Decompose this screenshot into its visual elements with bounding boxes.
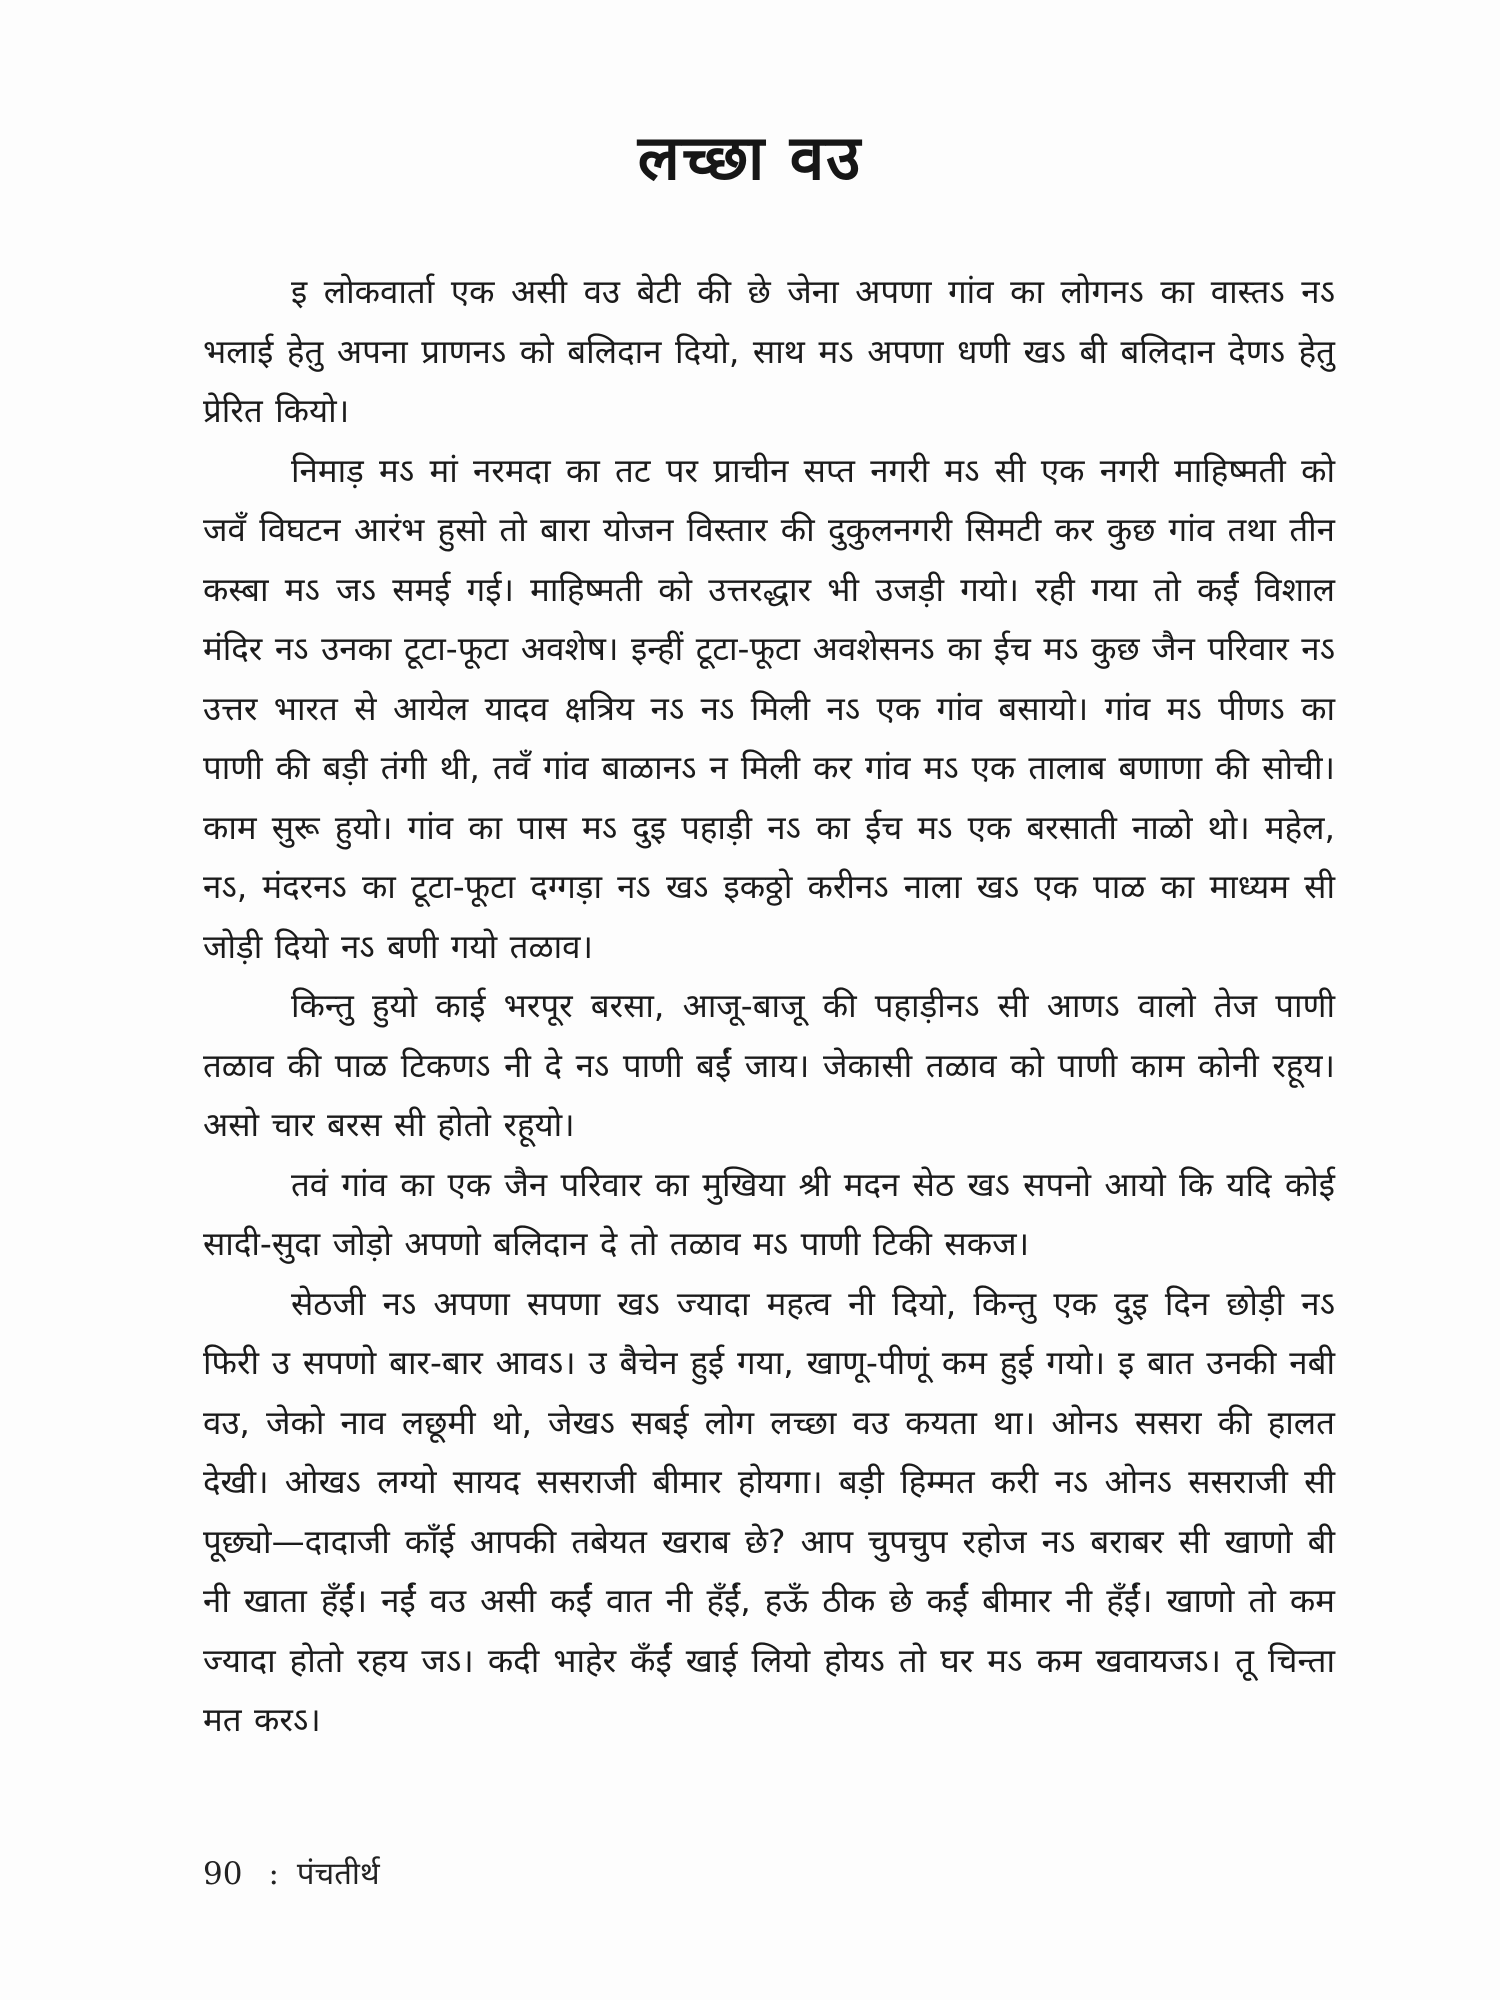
page-title: लच्छा वउ xyxy=(637,120,863,194)
page-footer xyxy=(203,1852,380,1894)
paragraph: इ लोकवार्ता एक असी वउ बेटी की छे जेना अपणा गांव का लोगनऽ का वास्तऽ नऽ भलाई हेतु अपना प्राणनऽ को बलिदान दियो, साथ मऽ अपणा धणी खऽ बी बलिदान देणऽ हेतु प्रेरित कियो। xyxy=(203,272,1335,430)
paragraph: किन्तु हुयो काई भरपूर बरसा, आजू-बाजू की पहाड़ीनऽ सी आणऽ वालो तेज पाणी तळाव की पाळ टिकणऽ नी दे नऽ पाणी बईं जाय। जेकासी तळाव को पाणी काम कोनी रहूय। असो चार बरस सी होतो रहूयो। xyxy=(203,986,1335,1144)
book-title: पंचतीर्थ xyxy=(296,1856,380,1892)
paragraph: सेठजी नऽ अपणा सपणा खऽ ज्यादा महत्व नी दियो, किन्तु एक दुइ दिन छोड़ी नऽ फिरी उ सपणो बार-बार आवऽ। उ बैचेन हुई गया, खाणू-पीणूं कम हुई गयो। इ बात उनकी नबी वउ, जेको नाव लछूमी थो, जेखऽ सबई लोग लच्छा वउ कयता था। ओनऽ ससरा की हालत देखी। ओखऽ लग्यो सायद ससराजी बीमार होयगा। बड़ी हिम्मत करी नऽ ओनऽ ससराजी सी पूछ्यो—दादाजी काँई आपकी तबेयत खराब छे? आप चुपचुप रहोज नऽ बराबर सी खाणो बी नी खाता हँईं। नईं वउ असी कईं वात नी हँईं, हऊँ ठीक छे कईं बीमार नी हँईं। खाणो तो कम ज्यादा होतो रहय जऽ। कदी भाहेर कँईं खाई लियो होयऽ तो घर मऽ कम खवायजऽ। तू चिन्ता मत करऽ। xyxy=(203,1283,1335,1739)
story-body xyxy=(203,262,1335,1750)
paragraph: तवं गांव का एक जैन परिवार का मुखिया श्री मदन सेठ खऽ सपनो आयो कि यदि कोई सादी-सुदा जोड़ो अपणो बलिदान दे तो तळाव मऽ पाणी टिकी सकज। xyxy=(203,1164,1335,1263)
footer-separator: : xyxy=(268,1856,279,1892)
page-number: 90 xyxy=(203,1856,243,1892)
paragraph: निमाड़ मऽ मां नरमदा का तट पर प्राचीन सप्त नगरी मऽ सी एक नगरी माहिष्मती को जवँ विघटन आरंभ हुसो तो बारा योजन विस्तार की दुकुलनगरी सिमटी कर कुछ गांव तथा तीन कस्बा मऽ जऽ समई गई। माहिष्मती को उत्तरद्धार भी उजड़ी गयो। रही गया तो कईं विशाल मंदिर नऽ उनका टूटा-फूटा अवशेष। इन्हीं टूटा-फूटा अवशेसनऽ का ईच मऽ कुछ जैन परिवार नऽ उत्तर भारत से आयेल यादव क्षत्रिय नऽ नऽ मिली नऽ एक गांव बसायो। गांव मऽ पीणऽ का पाणी की बड़ी तंगी थी, तवँ गांव बाळानऽ न मिली कर गांव मऽ एक तालाब बणाणा की सोची। काम सुरू हुयो। गांव का पास मऽ दुइ पहाड़ी नऽ का ईच मऽ एक बरसाती नाळो थो। महेल, नऽ, मंदरनऽ का टूटा-फूटा दग्गड़ा नऽ खऽ इकठ्ठो करीनऽ नाला खऽ एक पाळ का माध्यम सी जोड़ी दियो नऽ बणी गयो तळाव। xyxy=(203,450,1335,966)
